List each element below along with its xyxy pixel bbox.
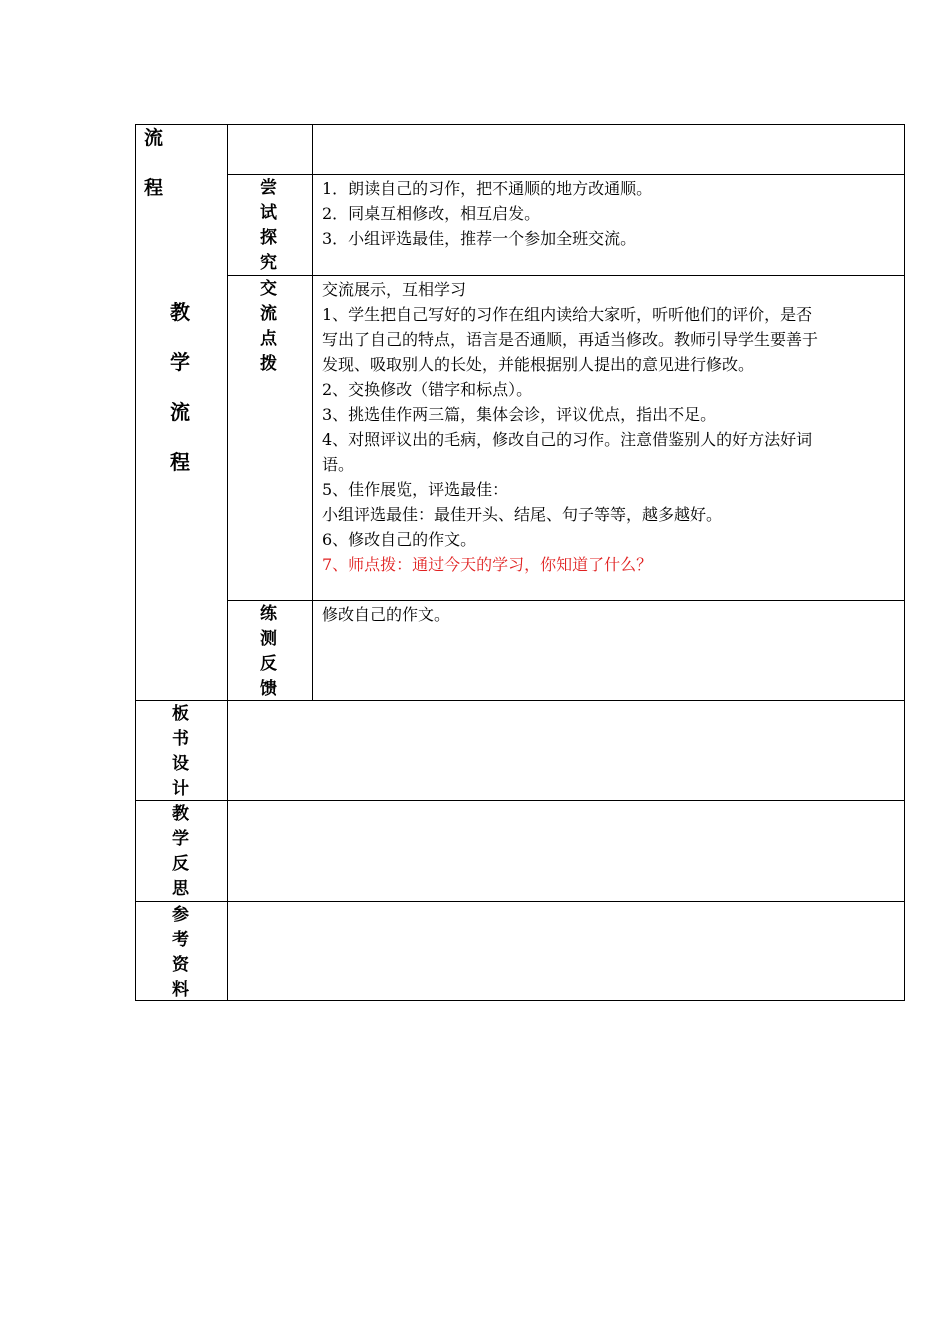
row-label-reference: 参 考 资 料 bbox=[172, 905, 189, 1000]
left-main-label: 教 学 流 程 bbox=[170, 300, 190, 474]
row-divider bbox=[228, 600, 905, 601]
section-label-practice: 练 测 反 馈 bbox=[260, 604, 277, 699]
row-divider bbox=[135, 800, 905, 801]
row-label-teaching-reflection: 教 学 反 思 bbox=[172, 804, 189, 899]
row-divider bbox=[135, 700, 905, 701]
practice-content: 修改自己的作文。 bbox=[322, 605, 451, 624]
section-label-try: 尝 试 探 究 bbox=[260, 178, 277, 273]
section-label-exchange: 交 流 点 拨 bbox=[260, 279, 277, 374]
row-divider bbox=[228, 275, 905, 276]
column-divider bbox=[227, 124, 228, 1001]
column-divider bbox=[312, 124, 313, 700]
row-label-board-design: 板 书 设 计 bbox=[172, 704, 189, 799]
try-content: 1．朗读自己的习作，把不通顺的地方改通顺。 2．同桌互相修改，相互启发。 3．小组评选最佳，推荐一个参加全班交流。 bbox=[322, 179, 653, 248]
exchange-content: 交流展示，互相学习 1、学生把自己写好的习作在组内读给大家听，听听他们的评价，是否 写出了自己的特点，语言是否通顺，再适当修改。教师引导学生要善于 发现、吸取别人的长处，并能根据别人提出的意见进行修改。 2、交换修改（错字和标点）。 3、挑选佳作两三篇，集体会诊，评议优点，指出不足。 4、对照评议出的毛病，修改自己的习作。注意借鉴别人的好方法好词 语。 5、佳作展览，评选最佳： 小组评选最佳：最佳开头、结尾、句子等等，越多越好。 6、修改自己的作文。 7、师点拨：通过今天的学习，你知道了什么？ bbox=[322, 277, 818, 577]
row-divider bbox=[228, 174, 905, 175]
left-top-label: 流 程 bbox=[144, 127, 164, 199]
teacher-note: 7、师点拨：通过今天的学习，你知道了什么？ bbox=[322, 555, 653, 574]
row-divider bbox=[135, 901, 905, 902]
